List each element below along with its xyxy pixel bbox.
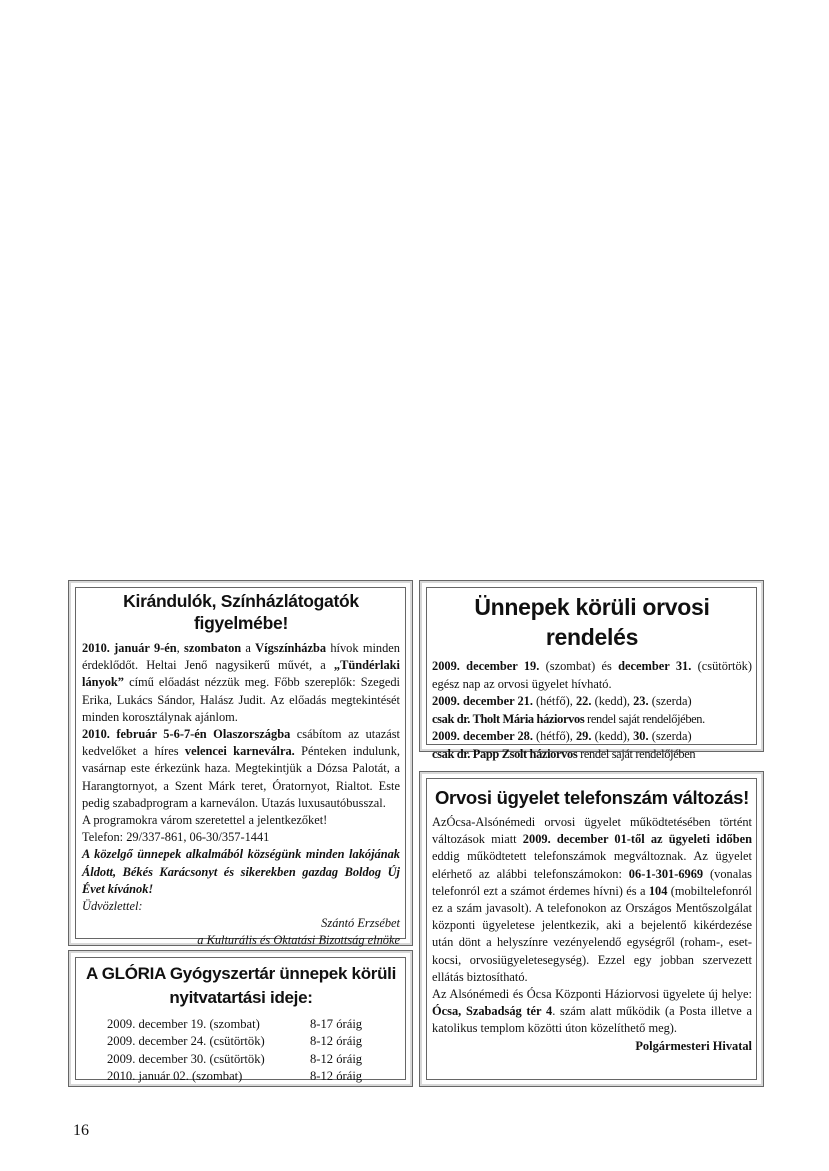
phone-change-paragraph — [432, 814, 752, 986]
venice-paragraph — [82, 726, 400, 812]
dates-week1 — [432, 693, 752, 711]
doctor-papp — [432, 746, 752, 764]
hours-time: 8-12 óráig — [310, 1051, 363, 1066]
doctor-tholt — [432, 711, 752, 729]
excursion-notice-content — [82, 590, 400, 950]
hours-time: 8-12 óráig — [310, 1034, 363, 1049]
excursion-notice-title: Kirándulók, Színházlátogatók figyelmébe! — [123, 591, 359, 633]
bold-text-segment: „Tündérlaki lányok” — [82, 658, 400, 690]
text-segment: Pénteken indulunk, vasárnap este érkezünk haza. Megtekintjük a Dózsa Palotát, a Harangtornyot, a Szent Márk teret, Óratornyot, Rialtot. Este pedig szabadprogram a karneválon. Utazás luxusautóbusszal. — [82, 744, 400, 810]
bold-text-segment: december 31. — [618, 659, 692, 673]
holiday-medical-title: Ünnepek körüli orvosi rendelés — [474, 594, 710, 650]
new-location-paragraph — [432, 986, 752, 1038]
text-segment: (szombat) és — [539, 659, 619, 673]
hours-date: 2009. december 24. (csütörtök) — [107, 1034, 265, 1049]
bold-text-segment: 2010. február 5-6-7-én Olaszországba — [82, 727, 291, 742]
text-segment: . szám alatt működik (a Posta illetve a katolikus templom közötti úton közelíthető meg). — [432, 1004, 752, 1036]
text-segment: (vonalas telefonról ezt a számot érdemes hívni) és a — [432, 866, 752, 898]
hours-date: 2010. január 02. (szombat) — [107, 1068, 243, 1083]
registration-text: A programokra várom szeretettel a jelentkezőket! — [82, 813, 328, 828]
excursion-notice-body — [82, 640, 400, 950]
bold-text-segment: 23. — [633, 694, 649, 709]
page-number: 16 — [73, 1122, 89, 1139]
text-segment: (mobiltelefonról ez a szám javasolt). A telefonokon az Országos Mentőszolgálat központi ügyeletese jelentkezik, aki a bejelentő kikérdezése után dönt a helyszínre vezényelendő egységről (roham-, eset-kocsi, orvosiügyeletesegység). Ezzel egy jobban szervezett ellátás biztosítható. — [432, 883, 752, 984]
hours-row — [107, 1016, 400, 1033]
signer-title: a Kulturális és Oktatási Bizottság elnöke — [197, 933, 400, 948]
pharmacy-hours-title-line1: A GLÓRIA Gyógyszertár ünnepek körüli — [85, 964, 397, 983]
text-segment: (szerda) — [648, 729, 692, 744]
text-segment: , — [176, 641, 185, 655]
hours-time: 8-12 óráig — [310, 1068, 363, 1083]
text-segment: című előadást nézzük meg. Főbb szereplők: Szegedi Erika, Lukács Sándor, Halász Judit. Az előadás megtekintését minden korosztálynak ajánlom. — [82, 675, 400, 724]
hours-row — [107, 1051, 400, 1068]
text-segment: (hétfő), — [532, 729, 576, 744]
text-segment: (hétfő), — [532, 694, 576, 709]
vigszinhaz-paragraph — [82, 640, 400, 726]
holiday-wish: A közelgő ünnepek alkalmából községünk minden lakójának Áldott, Békés Karácsonyt és sikerekben gazdag Boldog Új Évet kívánok! — [82, 847, 400, 896]
bold-text-segment: Ócsa, Szabadság tér 4 — [432, 1004, 553, 1019]
on-call-phone-title: Orvosi ügyelet telefonszám változás! — [434, 787, 750, 808]
text-segment: rendel saját rendelőjében — [577, 746, 696, 761]
bold-text-segment: 2009. december 01-től az ügyeleti időben — [522, 832, 752, 847]
bold-text-segment: szombaton — [184, 641, 242, 655]
bold-text-segment: 104 — [648, 883, 668, 898]
bold-text-segment: 2010. január 9-én — [82, 641, 177, 655]
mayor-office-signature: Polgármesteri Hivatal — [635, 1038, 752, 1053]
text-segment: (kedd), — [591, 729, 634, 744]
bold-text-segment: 2009. december 28. — [432, 729, 533, 744]
bold-text-segment: 29. — [575, 729, 592, 744]
hours-time: 8-17 óráig — [310, 1017, 363, 1031]
text-segment: eddig működtetett telefonszámok megváltoznak. Az ügyelet elérhető az alábbi telefonszámokon: — [432, 849, 752, 881]
text-segment: hívok minden érdeklődőt. Heltai Jenő nagysikerű művét, a — [82, 641, 400, 673]
pharmacy-hours-content — [82, 962, 400, 1085]
hours-row — [107, 1033, 400, 1050]
greeting-text: Üdvözlettel: — [82, 899, 143, 914]
holiday-medical-body — [432, 658, 752, 764]
text-segment: (kedd), — [591, 694, 634, 709]
bold-text-segment: csak dr. Tholt Mária háziorvos — [432, 711, 585, 726]
on-call-days-text — [432, 658, 752, 693]
hours-date: 2009. december 19. (szombat) — [107, 1017, 260, 1031]
pharmacy-hours-table — [82, 1016, 400, 1085]
bold-text-segment: 06-1-301-6969 — [628, 866, 704, 881]
text-segment: csábítom az utazást kedvelőket a híres — [82, 727, 400, 759]
hours-row — [107, 1068, 400, 1085]
holiday-medical-content — [432, 592, 752, 764]
pharmacy-hours-title-line2: nyitvatartási ideje: — [169, 988, 313, 1007]
text-segment: AzÓcsa-Alsónémedi orvosi ügyelet működtetésében történt változások miatt — [432, 815, 752, 847]
bold-text-segment: 2009. december 21. — [432, 694, 533, 709]
text-segment: Az Alsónémedi és Ócsa Központi Háziorvosi ügyelete új helye: — [432, 987, 752, 1002]
on-call-phone-body — [432, 814, 752, 1055]
on-call-phone-content — [432, 786, 752, 1055]
bold-text-segment: 30. — [633, 729, 649, 744]
text-segment: (csütörtök) egész nap az orvosi ügyelet hívható. — [432, 659, 752, 691]
signer-name: Szántó Erzsébet — [321, 916, 400, 931]
bold-text-segment: 2009. december 19. — [432, 659, 540, 673]
bold-text-segment: velencei karneválra. — [184, 744, 295, 759]
hours-date: 2009. december 30. (csütörtök) — [107, 1051, 265, 1066]
bold-text-segment: csak dr. Papp Zsolt háziorvos — [432, 746, 578, 761]
bold-text-segment: Vígszínházba — [255, 641, 327, 655]
text-segment: rendel saját rendelőjében. — [584, 711, 705, 726]
text-segment: (szerda) — [648, 694, 692, 709]
dates-week2 — [432, 728, 752, 746]
phone-text: Telefon: 29/337-861, 06-30/357-1441 — [82, 830, 270, 845]
bold-text-segment: 22. — [575, 694, 592, 709]
text-segment: a — [241, 641, 256, 655]
